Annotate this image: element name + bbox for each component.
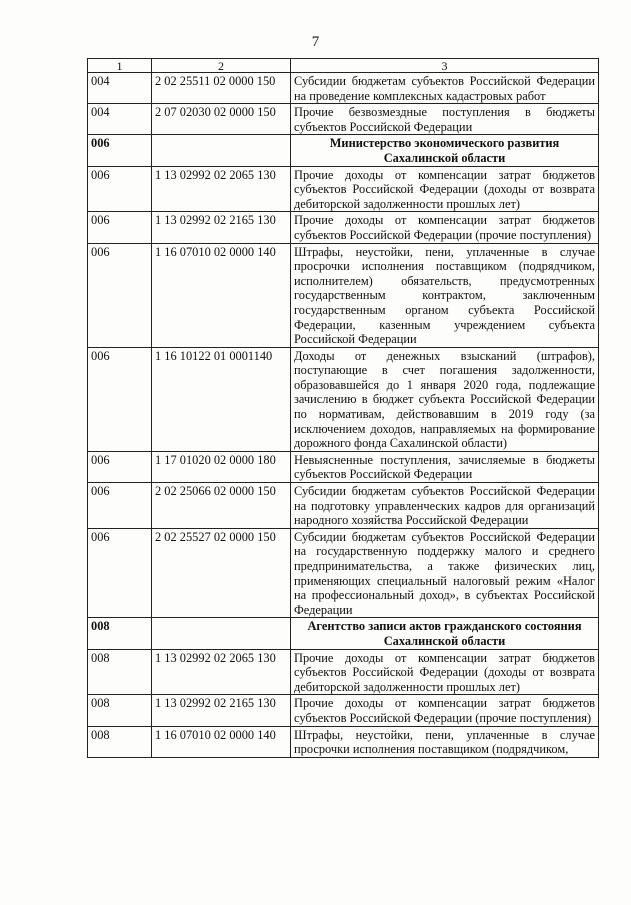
revenue-code-cell: 1 16 07010 02 0000 140 — [152, 243, 291, 347]
revenue-code-cell: 1 16 07010 02 0000 140 — [152, 726, 291, 757]
revenue-code-cell — [152, 618, 291, 649]
revenue-code-cell: 1 13 02992 02 2165 130 — [152, 695, 291, 726]
table-row — [88, 451, 599, 482]
admin-code-cell: 006 — [88, 347, 152, 451]
table-row — [88, 212, 599, 243]
header-col-2: 2 — [152, 59, 291, 73]
revenue-code-cell: 2 02 25527 02 0000 150 — [152, 528, 291, 618]
revenue-code-cell — [152, 135, 291, 166]
admin-code-cell: 006 — [88, 243, 152, 347]
revenue-name-cell: Агентство записи актов гражданского состояния Сахалинской области — [291, 618, 599, 649]
section-header-row — [88, 135, 599, 166]
table-row — [88, 695, 599, 726]
section-header-row — [88, 618, 599, 649]
table-row — [88, 73, 599, 104]
admin-code-cell: 006 — [88, 135, 152, 166]
revenue-name-cell: Прочие доходы от компенсации затрат бюджетов субъектов Российской Федерации (доходы от возврата дебиторской задолженности прошлых лет) — [291, 166, 599, 212]
revenue-code-cell: 1 17 01020 02 0000 180 — [152, 451, 291, 482]
revenue-code-cell: 2 02 25066 02 0000 150 — [152, 483, 291, 529]
table-row — [88, 104, 599, 135]
table-row — [88, 347, 599, 451]
table-row — [88, 166, 599, 212]
table-body — [88, 73, 599, 758]
table-row — [88, 243, 599, 347]
admin-code-cell: 006 — [88, 528, 152, 618]
page-number: 7 — [311, 34, 320, 50]
revenue-code-cell: 2 02 25511 02 0000 150 — [152, 73, 291, 104]
table-header — [88, 59, 599, 73]
revenue-name-cell: Прочие доходы от компенсации затрат бюджетов субъектов Российской Федерации (прочие поступления) — [291, 695, 599, 726]
revenue-name-cell: Субсидии бюджетам субъектов Российской Федерации на проведение комплексных кадастровых работ — [291, 73, 599, 104]
table-row — [88, 483, 599, 529]
revenue-code-cell: 1 13 02992 02 2065 130 — [152, 166, 291, 212]
revenue-name-cell: Невыясненные поступления, зачисляемые в бюджеты субъектов Российской Федерации — [291, 451, 599, 482]
revenue-code-cell: 1 13 02992 02 2165 130 — [152, 212, 291, 243]
revenue-name-cell: Субсидии бюджетам субъектов Российской Федерации на подготовку управленческих кадров для организаций народного хозяйства Российской Федерации — [291, 483, 599, 529]
table-header-row — [88, 59, 599, 73]
revenue-name-cell: Субсидии бюджетам субъектов Российской Федерации на государственную поддержку малого и среднего предпринимательства, а также физических лиц, применяющих специальный налоговый режим «Налог на профессиональный доход», в субъектах Российской Федерации — [291, 528, 599, 618]
revenue-name-cell: Прочие доходы от компенсации затрат бюджетов субъектов Российской Федерации (доходы от возврата дебиторской задолженности прошлых лет) — [291, 649, 599, 695]
header-col-1: 1 — [88, 59, 152, 73]
revenue-name-cell: Доходы от денежных взысканий (штрафов), поступающие в счет погашения задолженности, образовавшейся до 1 января 2020 года, подлежащие зачислению в бюджет субъекта Российской Федерации по нормативам, действовавшим в 2019 году (за исключением доходов, направляемых на формирование дорожного фонда Сахалинской области) — [291, 347, 599, 451]
table-row — [88, 528, 599, 618]
admin-code-cell: 006 — [88, 212, 152, 243]
table-row — [88, 649, 599, 695]
revenue-code-cell: 2 07 02030 02 0000 150 — [152, 104, 291, 135]
budget-classification-table — [87, 58, 599, 758]
header-col-3: 3 — [291, 59, 599, 73]
revenue-name-cell: Штрафы, неустойки, пени, уплаченные в случае просрочки исполнения поставщиком (подрядчиком, — [291, 726, 599, 757]
revenue-name-cell: Прочие доходы от компенсации затрат бюджетов субъектов Российской Федерации (прочие поступления) — [291, 212, 599, 243]
revenue-name-cell: Штрафы, неустойки, пени, уплаченные в случае просрочки исполнения поставщиком (подрядчиком, исполнителем) обязательств, предусмотренных государственным контрактом, заключенным государственным органом субъекта Российской Федерации, казенным учреждением субъекта Российской Федерации — [291, 243, 599, 347]
revenue-code-cell: 1 16 10122 01 0001140 — [152, 347, 291, 451]
admin-code-cell: 004 — [88, 104, 152, 135]
admin-code-cell: 006 — [88, 451, 152, 482]
admin-code-cell: 006 — [88, 483, 152, 529]
revenue-name-cell: Прочие безвозмездные поступления в бюджеты субъектов Российской Федерации — [291, 104, 599, 135]
admin-code-cell: 006 — [88, 166, 152, 212]
admin-code-cell: 008 — [88, 618, 152, 649]
admin-code-cell: 004 — [88, 73, 152, 104]
admin-code-cell: 008 — [88, 695, 152, 726]
admin-code-cell: 008 — [88, 726, 152, 757]
table-row — [88, 726, 599, 757]
revenue-name-cell: Министерство экономического развития Сахалинской области — [291, 135, 599, 166]
admin-code-cell: 008 — [88, 649, 152, 695]
revenue-code-cell: 1 13 02992 02 2065 130 — [152, 649, 291, 695]
